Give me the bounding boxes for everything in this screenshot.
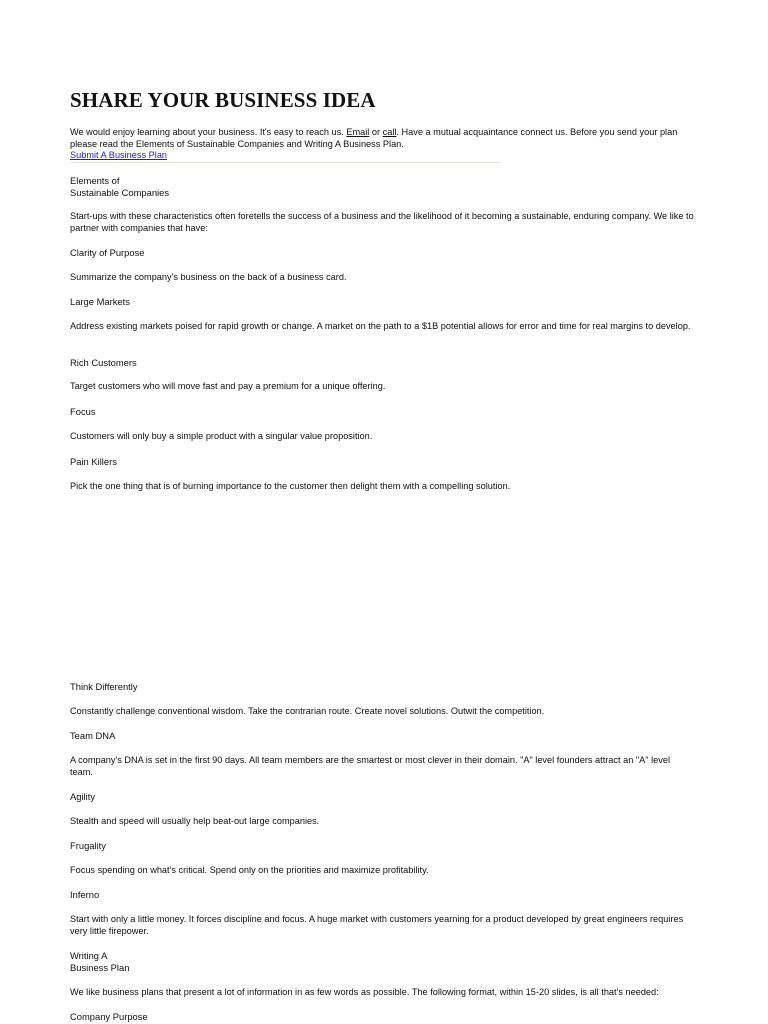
section-heading-think-differently: Think Differently <box>70 681 138 692</box>
writing-heading-line2: Business Plan <box>70 961 130 973</box>
elements-heading <box>70 175 695 199</box>
submit-business-plan-link[interactable]: Submit A Business Plan <box>70 150 168 160</box>
section-text-large-markets: Address existing markets poised for rapid growth or change. A market on the path to a $1B potential allows for error and time for real margins to develop. <box>70 321 691 331</box>
intro-paragraph <box>70 127 695 150</box>
submit-link-row <box>70 150 167 162</box>
call-link[interactable]: call <box>382 127 397 137</box>
section-text-clarity: Summarize the company's business on the back of a business card. <box>70 272 347 282</box>
writing-heading-line1: Writing A <box>70 950 108 961</box>
writing-intro: We like business plans that present a lot of information in as few words as possible. The following format, within 15-20 slides, is all that's needed: <box>70 987 659 997</box>
section-text-agility: Stealth and speed will usually help beat-out large companies. <box>70 816 320 826</box>
section-text-inferno: Start with only a little money. It forces discipline and focus. A huge market with customers yearning for a product developed by great engineers requires very little firepower. <box>70 914 684 936</box>
page-title: SHARE YOUR BUSINESS IDEA <box>70 88 376 112</box>
writing-heading <box>70 950 695 974</box>
section-heading-clarity: Clarity of Purpose <box>70 247 145 258</box>
elements-heading-line2: Sustainable Companies <box>70 186 170 198</box>
section-heading-company-purpose: Company Purpose <box>70 1011 148 1022</box>
section-text-think-differently: Constantly challenge conventional wisdom. Take the contrarian route. Create novel solutions. Outwit the competition. <box>70 706 545 716</box>
section-heading-agility: Agility <box>70 791 96 802</box>
section-heading-pain-killers: Pain Killers <box>70 456 117 467</box>
section-heading-focus: Focus <box>70 406 96 417</box>
section-text-rich-customers: Target customers who will move fast and pay a premium for a unique offering. <box>70 381 386 391</box>
intro-text-start: We would enjoy learning about your business. It's easy to reach us. <box>70 127 347 137</box>
intro-text-end: . Have a mutual acquaintance connect us. Before you send your plan please read the Elements of Sustainable Companies and Writing A Business Plan. <box>70 127 678 149</box>
elements-heading-line1: Elements of <box>70 175 120 186</box>
email-link[interactable]: Email <box>346 127 370 137</box>
section-text-pain-killers: Pick the one thing that is of burning importance to the customer then delight them with a compelling solution. <box>70 481 511 491</box>
divider <box>70 162 500 163</box>
section-heading-rich-customers: Rich Customers <box>70 357 137 368</box>
section-text-focus: Customers will only buy a simple product with a singular value proposition. <box>70 431 373 441</box>
section-heading-team-dna: Team DNA <box>70 730 116 741</box>
section-heading-inferno: Inferno <box>70 889 100 900</box>
intro-text-or: or <box>369 127 383 137</box>
section-text-frugality: Focus spending on what's critical. Spend only on the priorities and maximize profitability. <box>70 865 429 875</box>
section-text-team-dna: A company's DNA is set in the first 90 days. All team members are the smartest or most clever in their domain. "A" level founders attract an "A" level team. <box>70 755 670 777</box>
section-heading-large-markets: Large Markets <box>70 296 130 307</box>
section-heading-frugality: Frugality <box>70 840 106 851</box>
elements-intro: Start-ups with these characteristics often foretells the success of a business and the likelihood of it becoming a sustainable, enduring company. We like to partner with companies that have: <box>70 211 694 233</box>
